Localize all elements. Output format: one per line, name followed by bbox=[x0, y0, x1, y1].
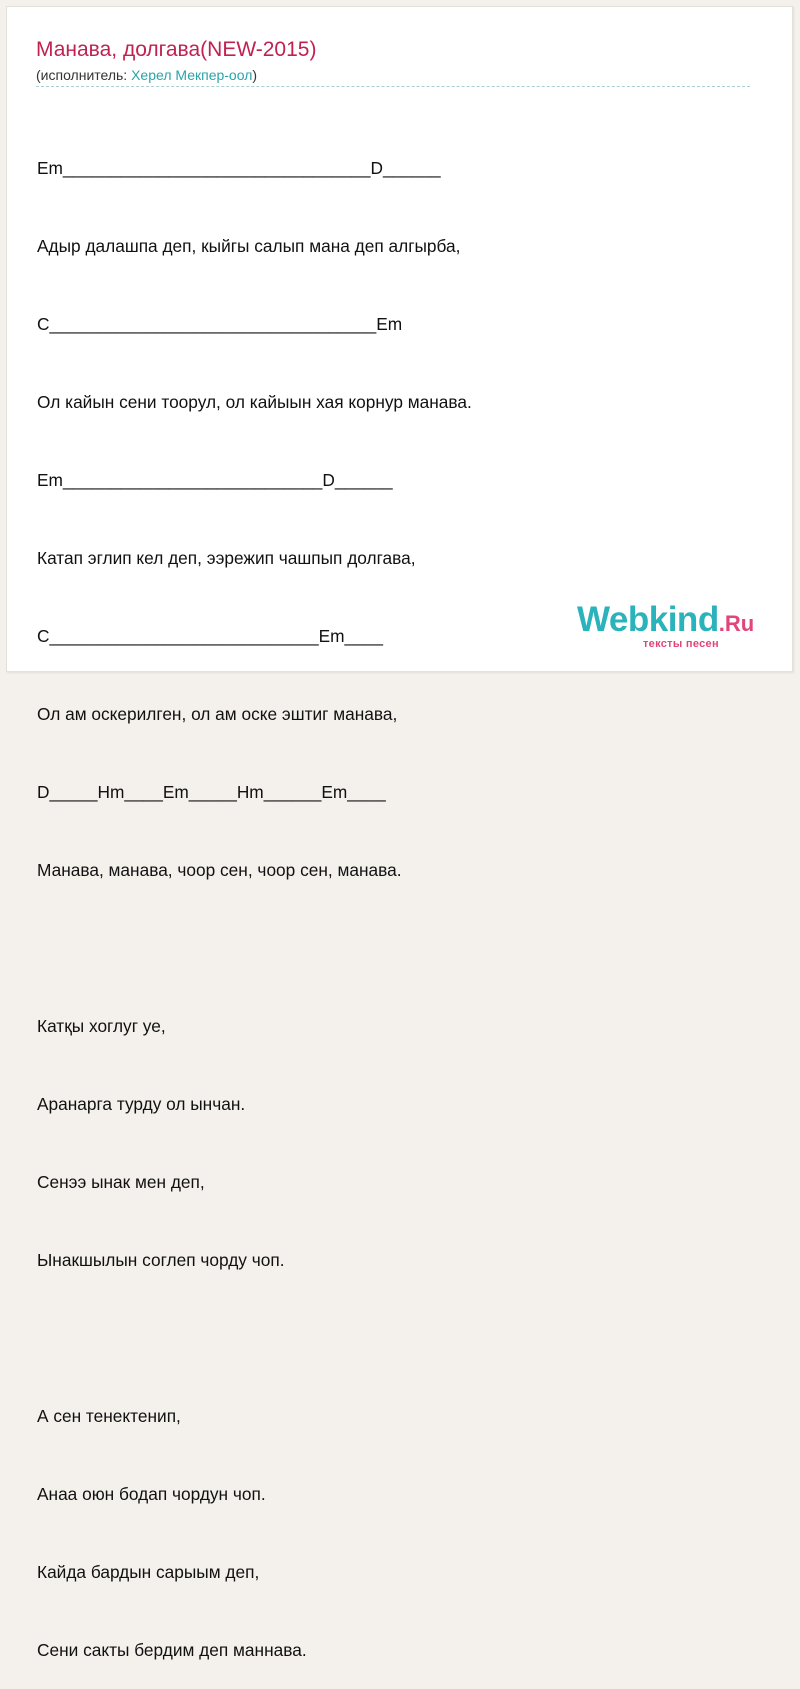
lyric-line: Сенээ ынак мен деп, bbox=[37, 1172, 205, 1192]
lyric-line: Катқы хоглуг уе, bbox=[37, 1016, 166, 1036]
logo-brand: Webkind bbox=[577, 600, 719, 639]
lyric-line: Em___________________________D______ bbox=[37, 470, 393, 490]
lyric-line: Анаа оюн бодап чордун чоп. bbox=[37, 1484, 266, 1504]
artist-link[interactable]: Херел Мекпер-оол bbox=[131, 67, 253, 83]
lyric-line: Катап эглип кел деп, ээрежип чашпып долгава, bbox=[37, 548, 416, 568]
lyric-line: C____________________________Em____ bbox=[37, 626, 383, 646]
lyric-line: Адыр далашпа деп, кыйгы салып мана деп алгырба, bbox=[37, 236, 461, 256]
lyric-line-blank bbox=[37, 1325, 472, 1351]
logo-tld: .Ru bbox=[718, 611, 755, 636]
artist-suffix: ) bbox=[252, 67, 258, 83]
site-logo[interactable] bbox=[577, 600, 755, 650]
lyric-line: Ол ам оскерилген, ол ам оске эштиг манава, bbox=[37, 704, 398, 724]
title-divider bbox=[36, 86, 750, 87]
lyric-line: Манава, манава, чоор сен, чоор сен, манава. bbox=[37, 860, 402, 880]
lyric-line: D_____Hm____Em_____Hm______Em____ bbox=[37, 782, 386, 802]
lyric-line: Аранарга турду ол ынчан. bbox=[37, 1094, 246, 1114]
lyric-line: А сен тенектенип, bbox=[37, 1406, 181, 1426]
logo-tagline: тексты песен bbox=[643, 638, 719, 650]
lyric-line-blank bbox=[37, 935, 472, 961]
lyric-line: Кайда бардын сарыым деп, bbox=[37, 1562, 260, 1582]
lyric-line: C__________________________________Em bbox=[37, 314, 403, 334]
lyrics-body bbox=[37, 103, 472, 1689]
lyric-line: Ол кайын сени тоорул, ол кайыын хая корнур манава. bbox=[37, 392, 472, 412]
lyric-line: Ынакшылын соглеп чорду чоп. bbox=[37, 1250, 285, 1270]
lyric-line: Сени сакты бердим деп маннава. bbox=[37, 1640, 307, 1660]
lyric-line: Em________________________________D______ bbox=[37, 158, 441, 178]
page-title: Манава, долгава(NEW-2015) bbox=[36, 38, 317, 61]
artist-prefix: (исполнитель: bbox=[36, 67, 132, 83]
artist-line bbox=[36, 67, 257, 83]
